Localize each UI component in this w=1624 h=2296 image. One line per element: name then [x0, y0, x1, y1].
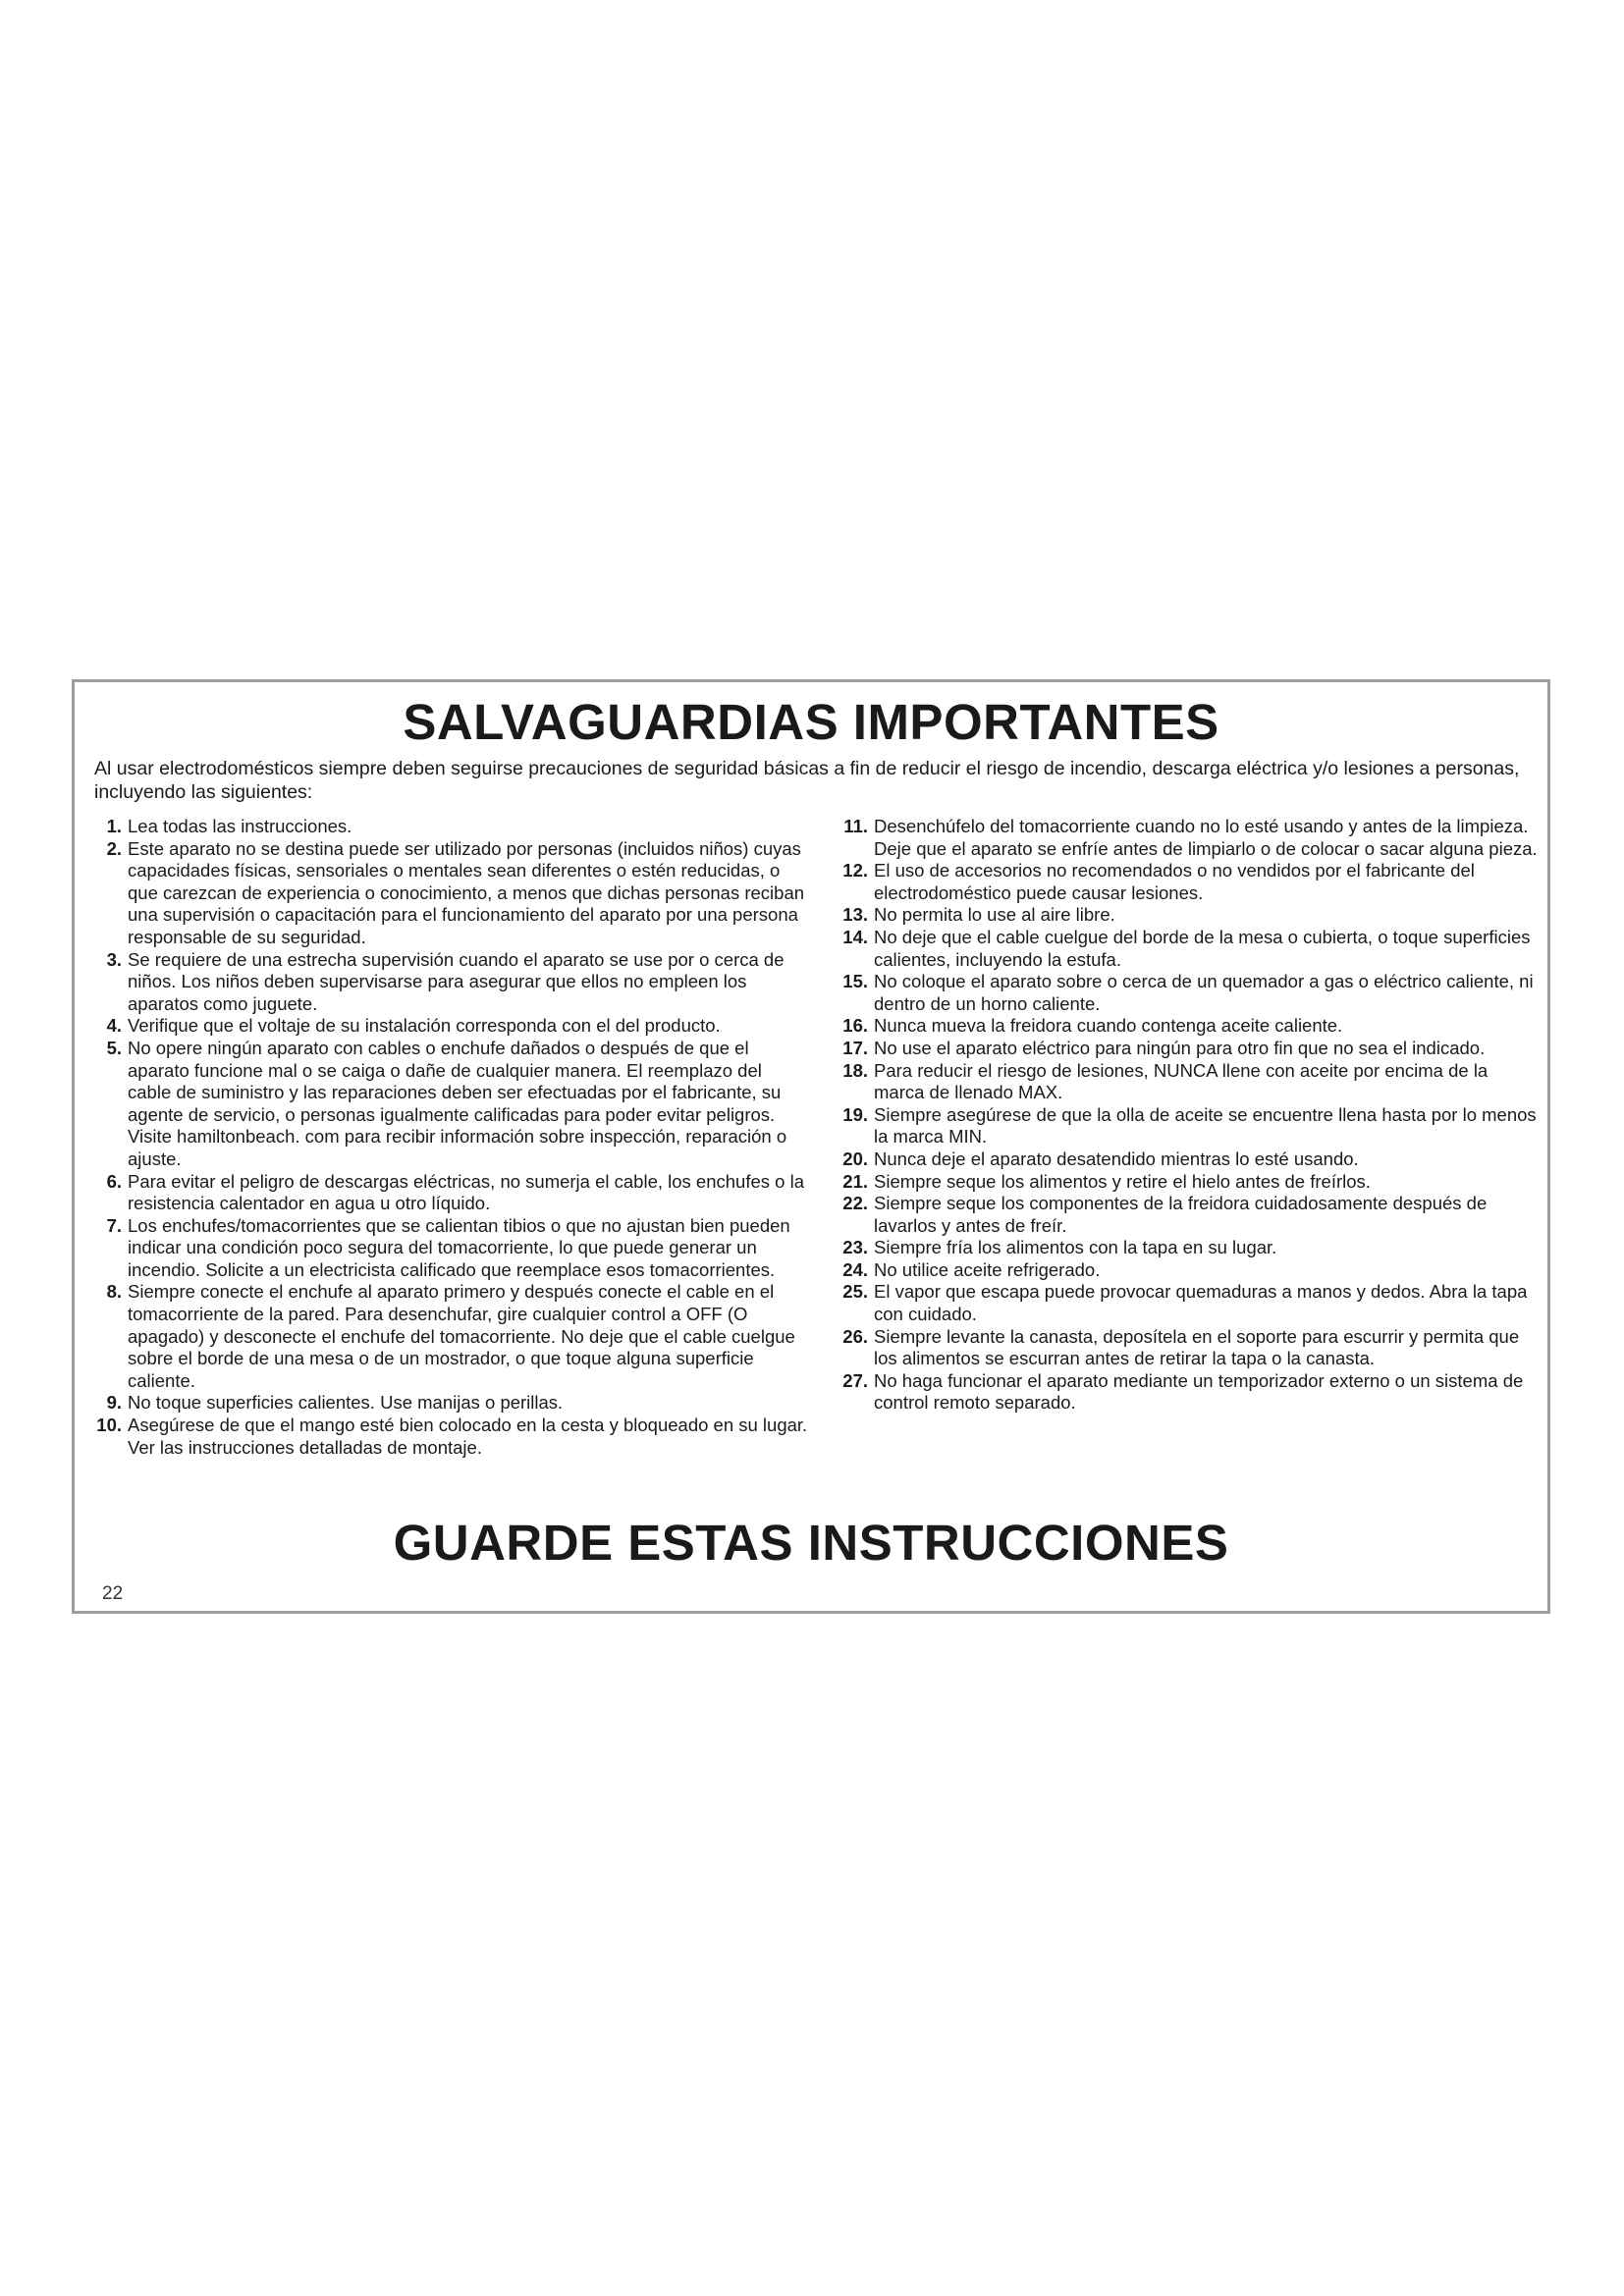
page-title: SALVAGUARDIAS IMPORTANTES — [403, 694, 1219, 750]
item-number: 16. — [842, 1015, 868, 1037]
item-text: Siempre seque los alimentos y retire el hielo antes de freírlos. — [874, 1170, 1371, 1192]
item-number: 12. — [842, 860, 868, 881]
item-text: No utilice aceite refrigerado. — [874, 1258, 1101, 1280]
item-number: 14. — [842, 926, 868, 947]
list-item — [829, 1171, 1538, 1194]
list-item — [829, 1060, 1538, 1104]
safeguards-panel — [72, 679, 1550, 1614]
item-number: 10. — [96, 1415, 122, 1436]
item-text: No permita lo use al aire libre. — [874, 904, 1115, 926]
list-item — [88, 1171, 810, 1215]
item-number: 1. — [106, 816, 122, 836]
list-item — [829, 1326, 1538, 1370]
item-number: 2. — [106, 837, 122, 859]
item-number: 24. — [842, 1258, 868, 1280]
item-text: El vapor que escapa puede provocar quemaduras a manos y dedos. Abra la tapa con cuidado. — [874, 1281, 1528, 1325]
item-text: No opere ningún aparato con cables o enchufe dañados o después de que el aparato funcione mal o se caiga o dañe de cualquier manera. El reemplazo del cable de suministro y las reparaciones deben ser efectuadas por el fabricante, su agente de servicio, o personas igualmente calificadas para poder evitar peligros. Visite hamiltonbeach. com para recibir información sobre inspección, reparación o ajuste. — [128, 1037, 787, 1169]
item-number: 4. — [106, 1015, 122, 1037]
item-text: Siempre fría los alimentos con la tapa en su lugar. — [874, 1237, 1277, 1258]
item-text: El uso de accesorios no recomendados o no vendidos por el fabricante del electrodoméstico puede causar lesiones. — [874, 860, 1475, 903]
list-item — [88, 1215, 810, 1282]
list-item — [88, 838, 810, 949]
item-number: 20. — [842, 1148, 868, 1169]
list-item — [829, 1259, 1538, 1282]
item-text: Para evitar el peligro de descargas eléctricas, no sumerja el cable, los enchufes o la resistencia calentador en agua u otro líquido. — [128, 1170, 804, 1214]
list-item — [829, 1015, 1538, 1038]
item-number: 9. — [106, 1392, 122, 1414]
instructions-list-left — [88, 816, 810, 1459]
list-item — [829, 971, 1538, 1015]
item-text: No toque superficies calientes. Use manijas o perillas. — [128, 1392, 564, 1414]
item-number: 22. — [842, 1193, 868, 1214]
closing-title: GUARDE ESTAS INSTRUCCIONES — [393, 1515, 1229, 1571]
list-item — [829, 860, 1538, 904]
item-text: No coloque el aparato sobre o cerca de un quemador a gas o eléctrico caliente, ni dentro de un horno caliente. — [874, 971, 1534, 1014]
list-item — [829, 1281, 1538, 1325]
item-number: 15. — [842, 971, 868, 992]
list-item — [829, 1370, 1538, 1415]
item-text: Verifique que el voltaje de su instalación corresponda con el del producto. — [128, 1015, 721, 1037]
item-text: Para reducir el riesgo de lesiones, NUNCA llene con aceite por encima de la marca de llenado MAX. — [874, 1059, 1489, 1103]
item-text: Nunca mueva la freidora cuando contenga aceite caliente. — [874, 1015, 1343, 1037]
list-item — [88, 1015, 810, 1038]
item-number: 13. — [842, 904, 868, 926]
item-text: Este aparato no se destina puede ser utilizado por personas (incluidos niños) cuyas capacidades físicas, sensoriales o mentales sean diferentes o estén reducidas, o que carezcan de experiencia o conocimiento, a menos que dichas personas reciban una supervisión o capacitación para el funcionamiento del aparato por una persona responsable de su seguridad. — [128, 837, 805, 947]
item-text: Desenchúfelo del tomacorriente cuando no lo esté usando y antes de la limpieza. Deje que el aparato se enfríe antes de limpiarlo o de colocar o sacar alguna pieza. — [874, 816, 1538, 859]
item-number: 25. — [842, 1281, 868, 1303]
list-item — [829, 1148, 1538, 1171]
item-number: 17. — [842, 1037, 868, 1058]
list-item — [88, 1038, 810, 1171]
item-text: Siempre seque los componentes de la freidora cuidadosamente después de lavarlos y antes de freír. — [874, 1193, 1488, 1236]
list-item — [88, 949, 810, 1016]
item-text: No use el aparato eléctrico para ningún para otro fin que no sea el indicado. — [874, 1037, 1486, 1058]
item-text: Los enchufes/tomacorrientes que se calientan tibios o que no ajustan bien pueden indicar una condición poco segura del tomacorriente, lo que puede generar un incendio. Solicite a un electricista calificado que reemplace esos tomacorrientes. — [128, 1214, 790, 1280]
item-number: 6. — [106, 1170, 122, 1192]
item-text: Se requiere de una estrecha supervisión cuando el aparato se use por o cerca de niños. Los niños deben supervisarse para asegurar que ellos no empleen los aparatos como juguete. — [128, 948, 785, 1014]
intro-paragraph: Al usar electrodomésticos siempre deben seguirse precauciones de seguridad básicas a fin de reducir el riesgo de incendio, descarga eléctrica y/o lesiones a personas, incluyendo las siguientes: — [94, 758, 1520, 803]
item-text: Nunca deje el aparato desatendido mientras lo esté usando. — [874, 1148, 1359, 1169]
item-text: Lea todas las instrucciones. — [128, 816, 352, 836]
item-text: No haga funcionar el aparato mediante un temporizador externo o un sistema de control remoto separado. — [874, 1369, 1524, 1414]
list-item — [88, 1415, 810, 1459]
list-item — [88, 816, 810, 838]
item-text: Siempre conecte el enchufe al aparato primero y después conecte el cable en el tomacorriente de la pared. Para desenchufar, gire cualquier control a OFF (O apagado) y desconecte el enchufe del tomacorriente. No deje que el cable cuelgue sobre el borde de una mesa o de un mostrador, o que toque alguna superficie caliente. — [128, 1281, 795, 1391]
instructions-list-right — [829, 816, 1538, 1415]
item-number: 27. — [842, 1369, 868, 1391]
list-item — [829, 1104, 1538, 1148]
list-item — [829, 927, 1538, 971]
page-number: 22 — [102, 1583, 124, 1604]
list-item — [829, 1237, 1538, 1259]
item-number: 5. — [106, 1037, 122, 1058]
list-item — [829, 816, 1538, 860]
item-text: Siempre levante la canasta, deposítela en el soporte para escurrir y permita que los alimentos se escurran antes de retirar la tapa o la canasta. — [874, 1325, 1520, 1369]
item-number: 19. — [842, 1103, 868, 1125]
list-item — [88, 1392, 810, 1415]
item-number: 8. — [106, 1281, 122, 1303]
item-text: Asegúrese de que el mango esté bien colocado en la cesta y bloqueado en su lugar. Ver las instrucciones detalladas de montaje. — [128, 1415, 808, 1458]
item-number: 23. — [842, 1237, 868, 1258]
item-number: 18. — [842, 1059, 868, 1081]
item-number: 26. — [842, 1325, 868, 1347]
item-number: 7. — [106, 1214, 122, 1236]
item-number: 3. — [106, 948, 122, 970]
list-item — [88, 1281, 810, 1392]
item-text: No deje que el cable cuelgue del borde de la mesa o cubierta, o toque superficies calientes, incluyendo la estufa. — [874, 926, 1531, 970]
list-item — [829, 1038, 1538, 1060]
list-item — [829, 904, 1538, 927]
item-number: 21. — [842, 1170, 868, 1192]
item-number: 11. — [843, 816, 868, 836]
item-text: Siempre asegúrese de que la olla de aceite se encuentre llena hasta por lo menos la marca MIN. — [874, 1103, 1537, 1148]
list-item — [829, 1193, 1538, 1237]
